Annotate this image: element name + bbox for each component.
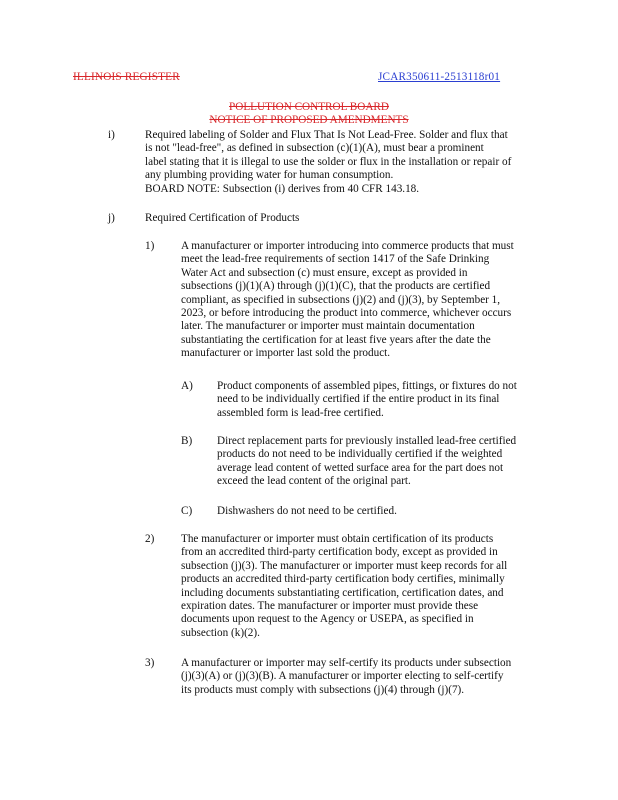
item-1b-line: exceed the lead content of the original part.	[217, 475, 411, 488]
board-title: POLLUTION CONTROL BOARD	[229, 101, 389, 113]
item-2-line: subsection (k)(2).	[181, 626, 260, 639]
item-3-line: A manufacturer or importer may self-certify its products under subsection	[181, 657, 512, 669]
item-2-label: 2)	[145, 533, 155, 545]
item-1b-line: average lead content of wetted surface area for the part does not	[217, 461, 504, 474]
subsection-i-text	[145, 129, 600, 196]
subsection-i-line: any plumbing providing water for human consumption.	[145, 169, 394, 182]
item-3-line: its products must comply with subsections (j)(4) through (j)(7).	[181, 683, 465, 696]
item-1a-label: A)	[181, 380, 193, 392]
item-2-line: The manufacturer or importer must obtain certification of its products	[181, 533, 494, 545]
notice-title: NOTICE OF PROPOSED AMENDMENTS	[209, 114, 409, 126]
item-1a-text	[217, 380, 602, 420]
item-1b-line: Direct replacement parts for previously installed lead-free certified	[217, 435, 517, 447]
item-3-text	[181, 657, 601, 697]
board-note: BOARD NOTE: Subsection (i) derives from 40 CFR 143.18.	[145, 182, 420, 195]
item-2-line: including documents substantiating certification, certification dates, and	[181, 586, 504, 599]
item-2-line: expiration dates. The manufacturer or importer must provide these	[181, 600, 479, 613]
subsection-i-line: is not "lead-free", as defined in subsection (c)(1)(A), must bear a prominent	[145, 142, 484, 155]
item-1-label: 1)	[145, 240, 155, 252]
item-1-line: Water Act and subsection (c) must ensure, except as provided in	[181, 266, 468, 279]
item-1a-line: need to be individually certified if the entire product in its final	[217, 393, 500, 406]
item-1-line: subsections (j)(1)(A) through (j)(1)(C), that the products are certified	[181, 280, 491, 293]
register-name: ILLINOIS REGISTER	[73, 71, 180, 83]
item-1b-text	[217, 435, 602, 489]
item-1-line: compliant, as specified in subsections (j)(2) and (j)(3), by September 1,	[181, 293, 501, 306]
item-1-line: substantiating the certification for at least five years after the date the	[181, 333, 491, 346]
subsection-i-line: label stating that it is illegal to use the solder or flux in the installation or repair of	[145, 155, 512, 168]
subsection-j-label: j)	[108, 212, 115, 224]
item-2-line: products an accredited third-party certification body certifies, minimally	[181, 573, 505, 586]
item-1c-text	[217, 505, 602, 518]
item-3-label: 3)	[145, 657, 155, 669]
item-1-line: A manufacturer or importer introducing into commerce products that must	[181, 240, 514, 252]
subsection-i-label: i)	[108, 129, 115, 141]
subsection-j-heading: Required Certification of Products	[145, 212, 300, 224]
item-1b-label: B)	[181, 435, 193, 447]
subsection-i-line: Required labeling of Solder and Flux That Is Not Lead-Free. Solder and flux that	[145, 129, 508, 141]
item-1-line: later. The manufacturer or importer must maintain documentation	[181, 320, 475, 333]
item-1a-line: assembled form is lead-free certified.	[217, 406, 384, 419]
item-1-text	[181, 240, 601, 361]
register-reference-link[interactable]: JCAR350611-2513118r01	[378, 71, 501, 83]
item-3-line: (j)(3)(A) or (j)(3)(B). A manufacturer or importer electing to self-certify	[181, 670, 504, 683]
item-2-line: from an accredited third-party certification body, except as provided in	[181, 546, 498, 559]
item-2-text	[181, 533, 601, 640]
item-1-line: 2023, or before introducing the product into commerce, whichever occurs	[181, 307, 512, 320]
item-1b-line: products do not need to be individually certified if the weighted	[217, 448, 503, 461]
item-1c-line: Dishwashers do not need to be certified.	[217, 505, 397, 517]
item-2-line: subsection (j)(3). The manufacturer or importer must keep records for all	[181, 559, 508, 572]
item-1a-line: Product components of assembled pipes, fittings, or fixtures do not	[217, 380, 517, 392]
item-1-line: manufacturer or importer last sold the product.	[181, 347, 391, 360]
item-1-line: meet the lead-free requirements of section 1417 of the Safe Drinking	[181, 253, 490, 266]
item-2-line: documents upon request to the Agency or USEPA, as specified in	[181, 613, 474, 626]
item-1c-label: C)	[181, 505, 193, 517]
